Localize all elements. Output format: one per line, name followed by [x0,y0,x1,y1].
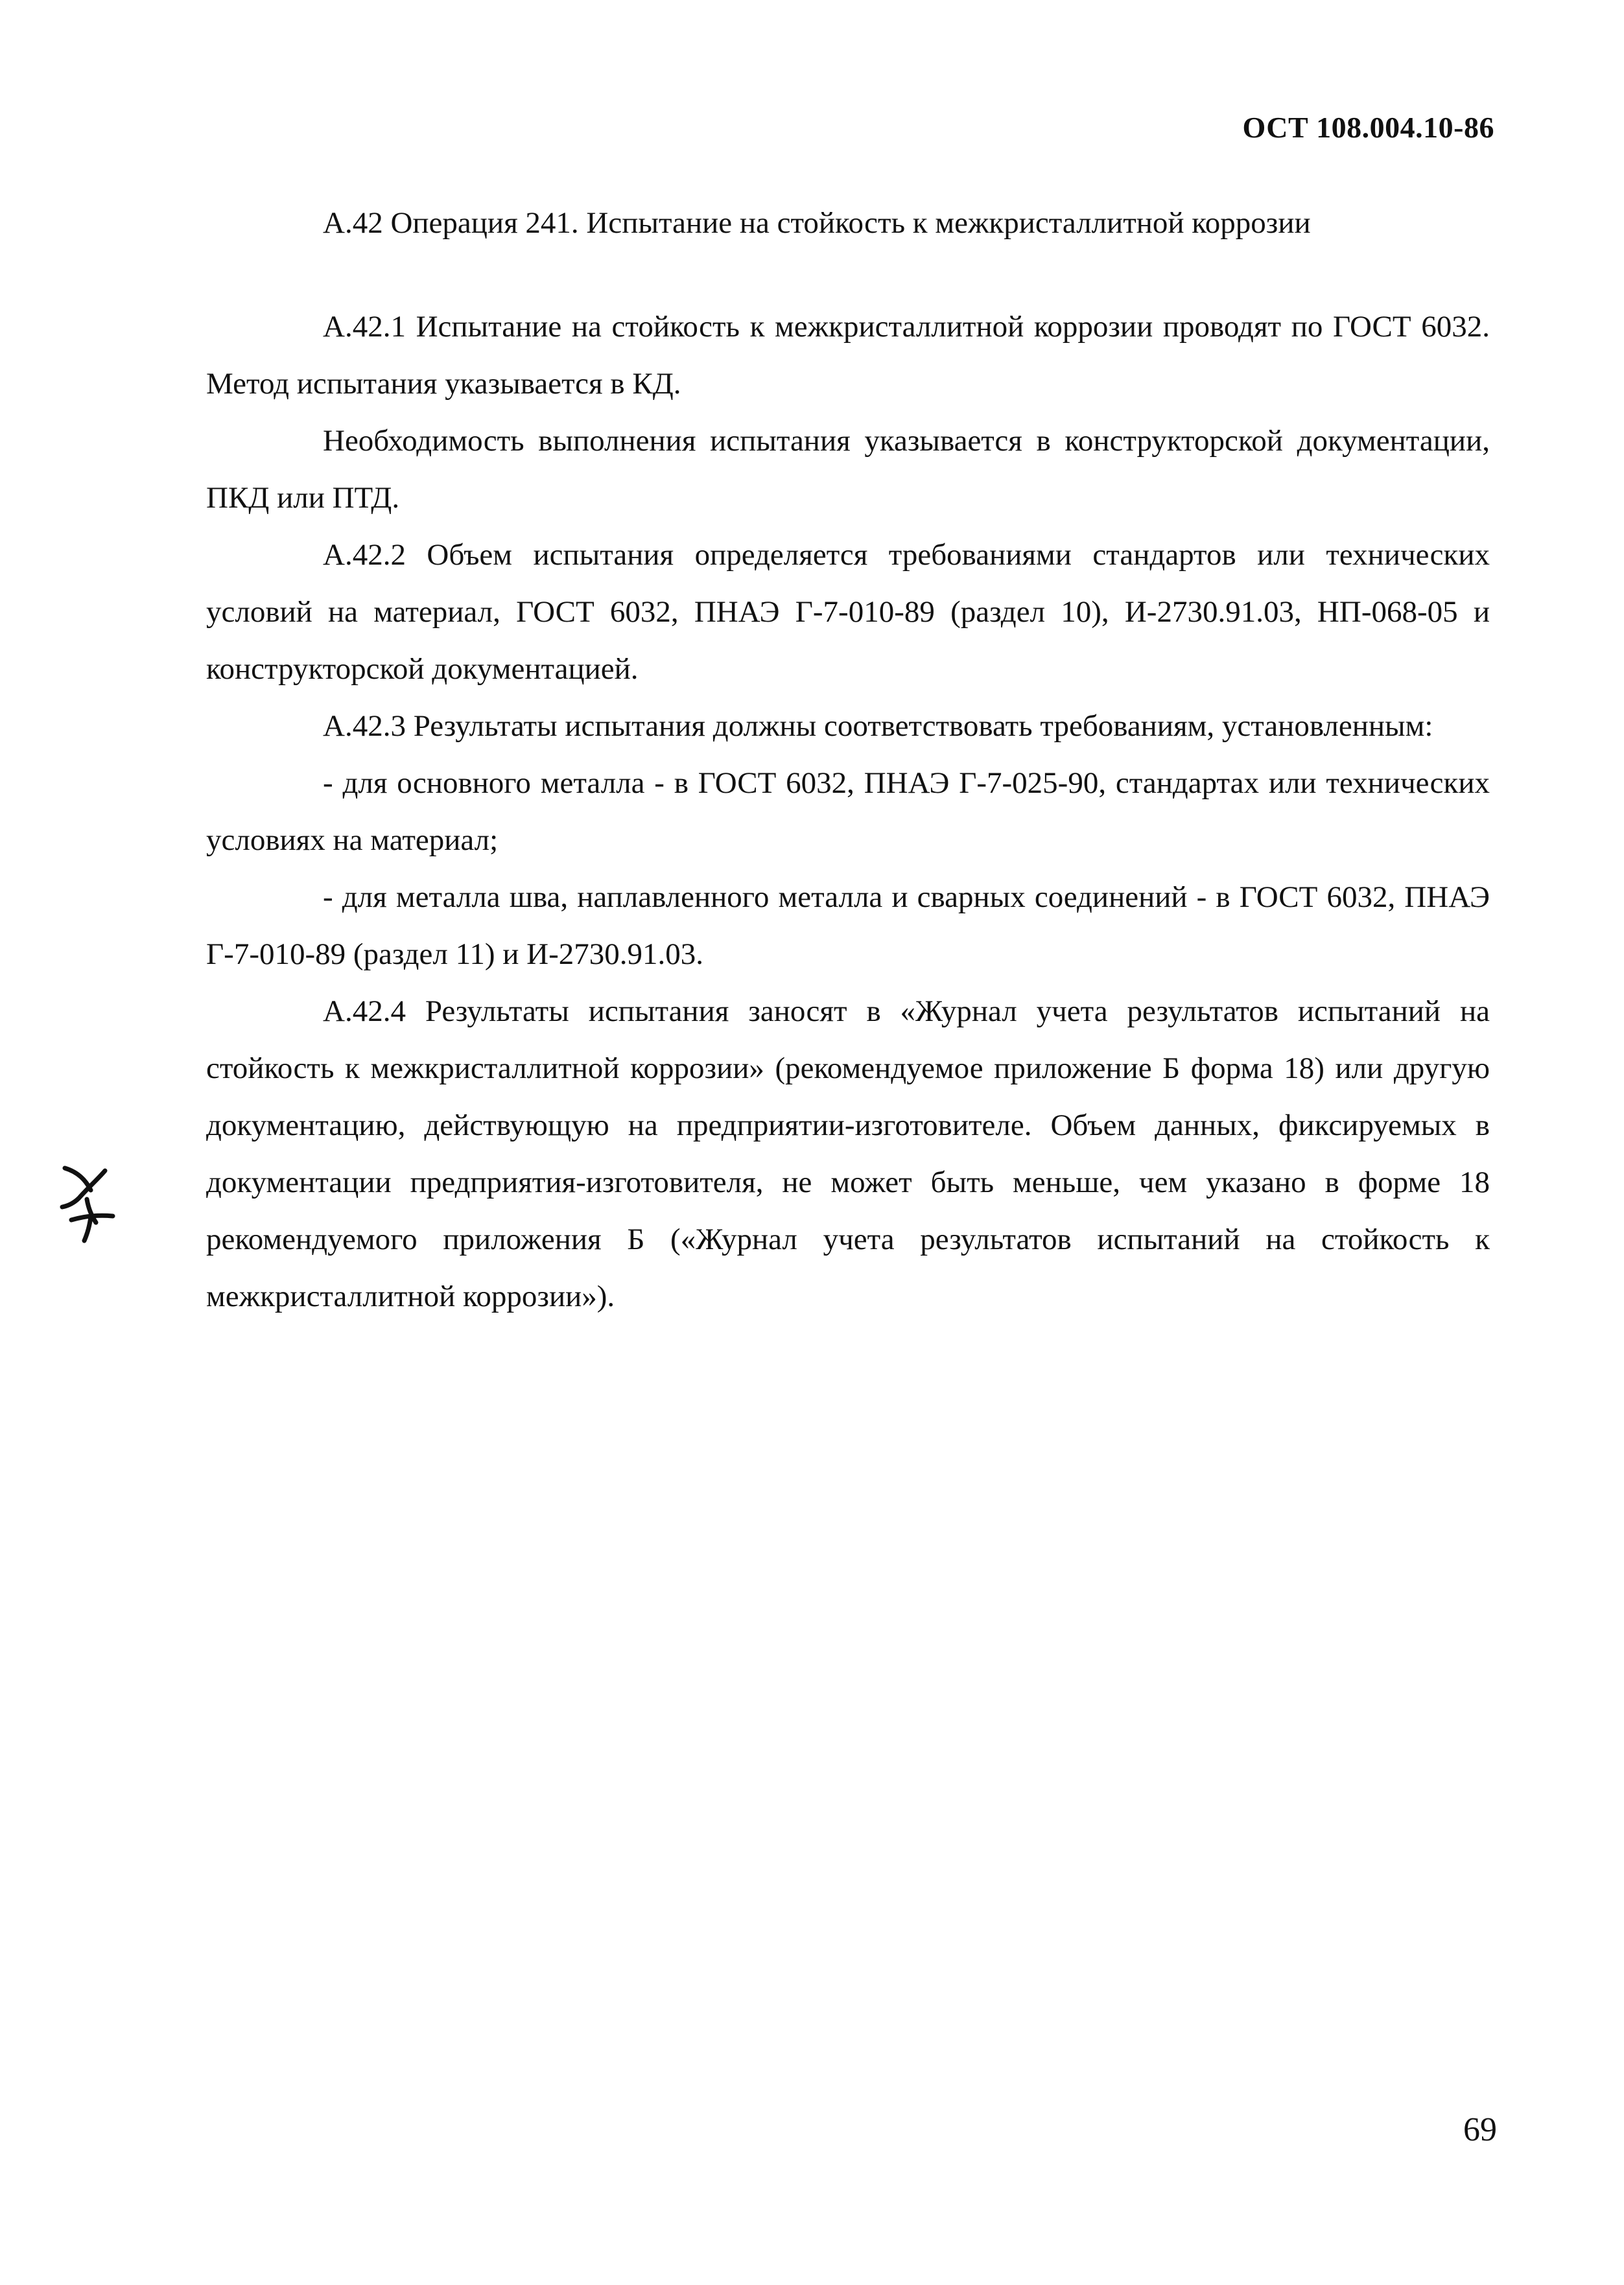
paragraph-base-metal: - для основного металла - в ГОСТ 6032, ПНАЭ Г-7-025-90, стандартах или технических условиях на материал; [206,766,1490,857]
paragraph-a42-2: А.42.2 Объем испытания определяется требованиями стандартов или технических условий на материал, ГОСТ 6032, ПНАЭ Г-7-010-89 (раздел 10), И-2730.91.03, НП-068-05 и конструкторской документацией. [206,538,1490,686]
handwritten-mark-icon [45,1160,130,1245]
paragraph-a42-4: А.42.4 Результаты испытания заносят в «Журнал учета результатов испытаний на стойкость к межкристаллитной коррозии» (рекомендуемое приложение Б форма 18) или другую документацию, действующую на предприятии-изготовителе. Объем данных, фиксируемых в документации предприятия-изготовителя, не может быть меньше, чем указано в форме 18 рекомендуемого приложения Б («Журнал учета результатов испытаний на стойкость к межкристаллитной коррозии»). [206,994,1490,1313]
document-body [206,194,1490,1325]
paragraph-a42-1: А.42.1 Испытание на стойкость к межкристаллитной коррозии проводят по ГОСТ 6032. Метод испытания указывается в КД. [206,310,1490,401]
section-title: А.42 Операция 241. Испытание на стойкость к межкристаллитной коррозии [323,206,1311,240]
paragraph-necessity: Необходимость выполнения испытания указывается в конструкторской документации, ПКД или ПТД. [206,424,1490,515]
paragraph-weld-metal: - для металла шва, наплавленного металла и сварных соединений - в ГОСТ 6032, ПНАЭ Г-7-010-89 (раздел 11) и И-2730.91.03. [206,880,1490,971]
document-code: ОСТ 108.004.10-86 [1242,111,1494,144]
paragraph-a42-3: А.42.3 Результаты испытания должны соответствовать требованиям, установленным: [323,709,1433,743]
page-number: 69 [1463,2111,1497,2148]
